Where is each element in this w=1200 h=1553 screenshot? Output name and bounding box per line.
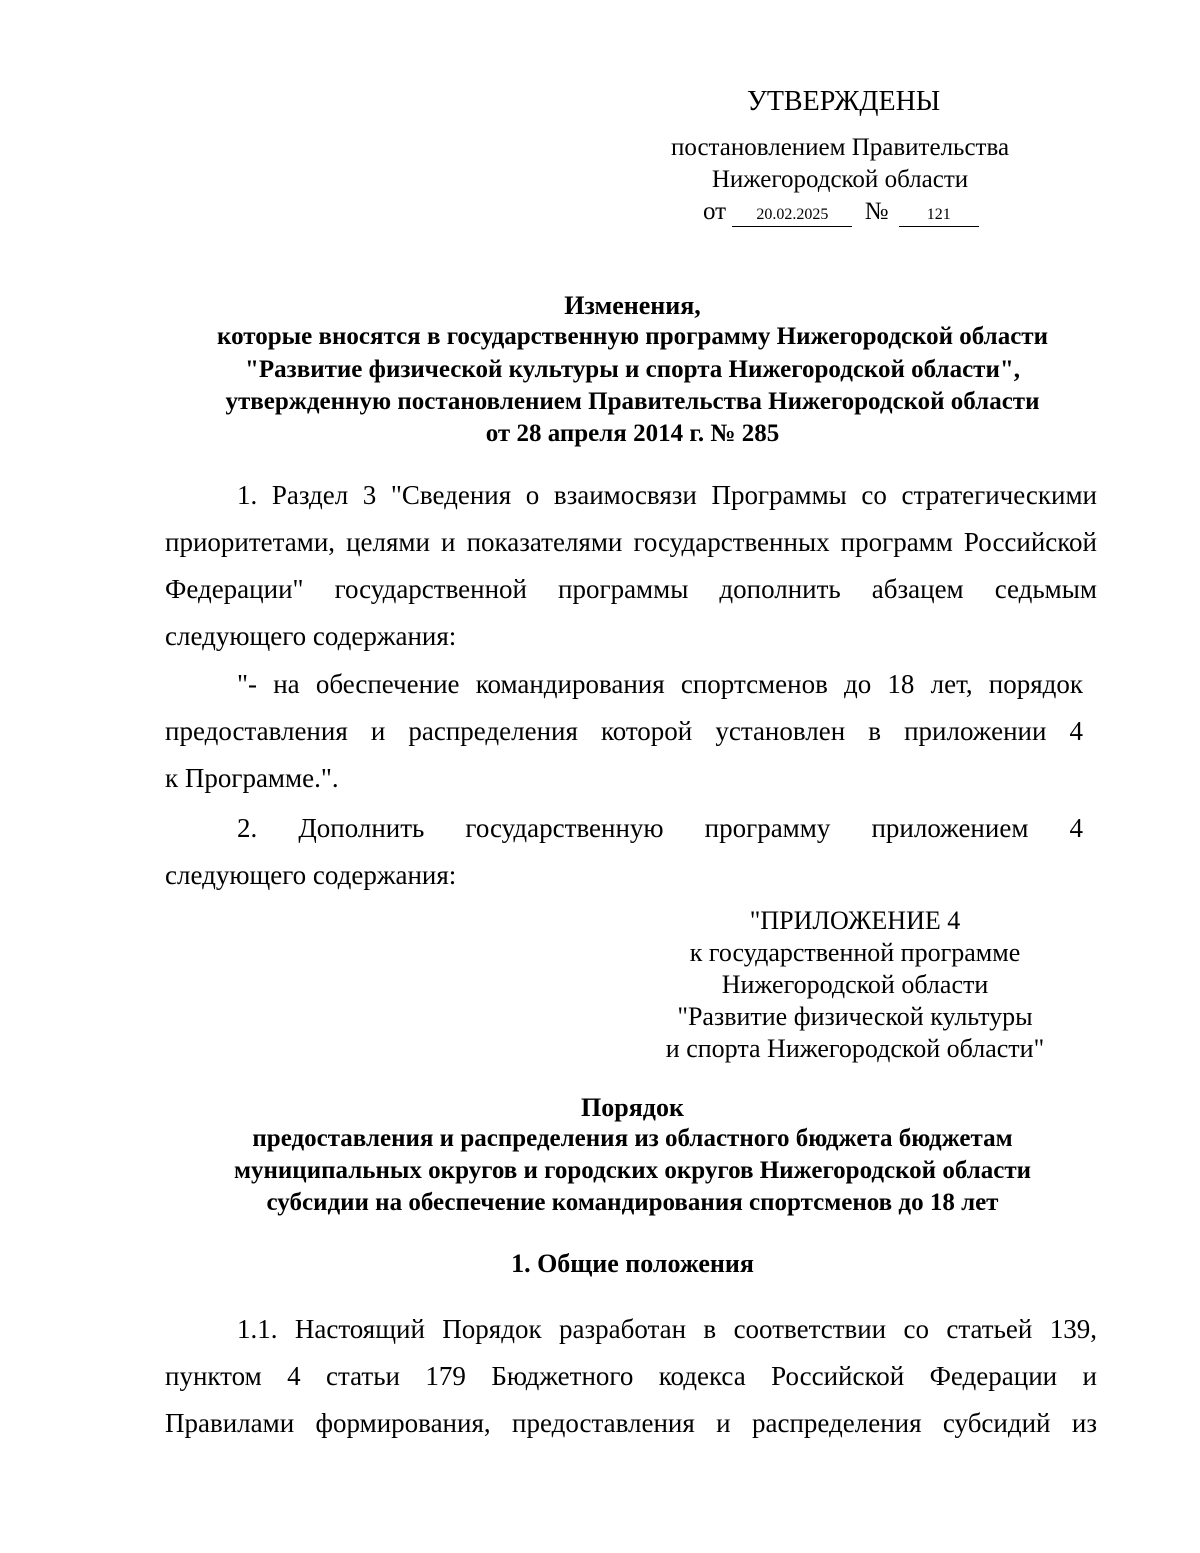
appendix-line-3: Нижегородской области [721, 970, 989, 999]
heading-line-5: от 28 апреля 2014 г. № 285 [485, 420, 780, 447]
section1-line-1: 1.1. Настоящий Порядок разработан в соответствии со статьей 139, [237, 1314, 1097, 1344]
from-label: от [703, 198, 727, 225]
heading-line-3: "Развитие физической культуры и спорта Нижегородской области", [245, 356, 1020, 383]
approval-date-line [703, 198, 979, 227]
quote-line-3: к Программе.". [165, 763, 339, 793]
order-line-2: предоставления и распределения из областного бюджета бюджетам [252, 1125, 1013, 1152]
approval-date: 20.02.2025 [732, 204, 852, 227]
quote-line-1: "- на обеспечение командирования спортсменов до 18 лет, порядок [237, 669, 1083, 699]
section1-line-3: Правилами формирования, предоставления и распределения субсидий из [165, 1408, 1097, 1438]
approval-number: 121 [899, 204, 979, 227]
item1-line-2: приоритетами, целями и показателями государственных программ Российской [165, 527, 1097, 557]
section1-line-2: пунктом 4 статьи 179 Бюджетного кодекса Российской Федерации и [165, 1361, 1097, 1391]
item1-line-1: 1. Раздел 3 "Сведения о взаимосвязи Программы со стратегическими [237, 480, 1097, 510]
item2-line-2: следующего содержания: [165, 860, 457, 890]
approval-line-2: Нижегородской области [711, 166, 969, 193]
appendix-line-4: "Развитие физической культуры [677, 1002, 1033, 1031]
appendix-line-1: "ПРИЛОЖЕНИЕ 4 [749, 906, 961, 935]
item1-line-4: следующего содержания: [165, 621, 457, 651]
number-label: № [864, 198, 889, 225]
quote-line-2: предоставления и распределения которой установлен в приложении 4 [165, 716, 1083, 746]
section1-title: 1. Общие положения [511, 1249, 754, 1278]
order-title: Порядок [581, 1093, 684, 1122]
approval-title: УТВЕРЖДЕНЫ [747, 86, 941, 117]
item1-line-3: Федерации" государственной программы дополнить абзацем седьмым [165, 574, 1097, 604]
heading-line-1: Изменения, [564, 291, 701, 320]
heading-line-2: которые вносятся в государственную программу Нижегородской области [217, 323, 1048, 350]
order-line-4: субсидии на обеспечение командирования спортсменов до 18 лет [266, 1189, 999, 1216]
approval-line-1: постановлением Правительства [670, 134, 1010, 161]
order-line-3: муниципальных округов и городских округов Нижегородской области [233, 1157, 1032, 1184]
appendix-line-5: и спорта Нижегородской области" [665, 1034, 1045, 1063]
heading-line-4: утвержденную постановлением Правительства Нижегородской области [225, 388, 1040, 415]
appendix-line-2: к государственной программе [689, 938, 1021, 967]
item2-line-1: 2. Дополнить государственную программу приложением 4 [237, 813, 1083, 843]
